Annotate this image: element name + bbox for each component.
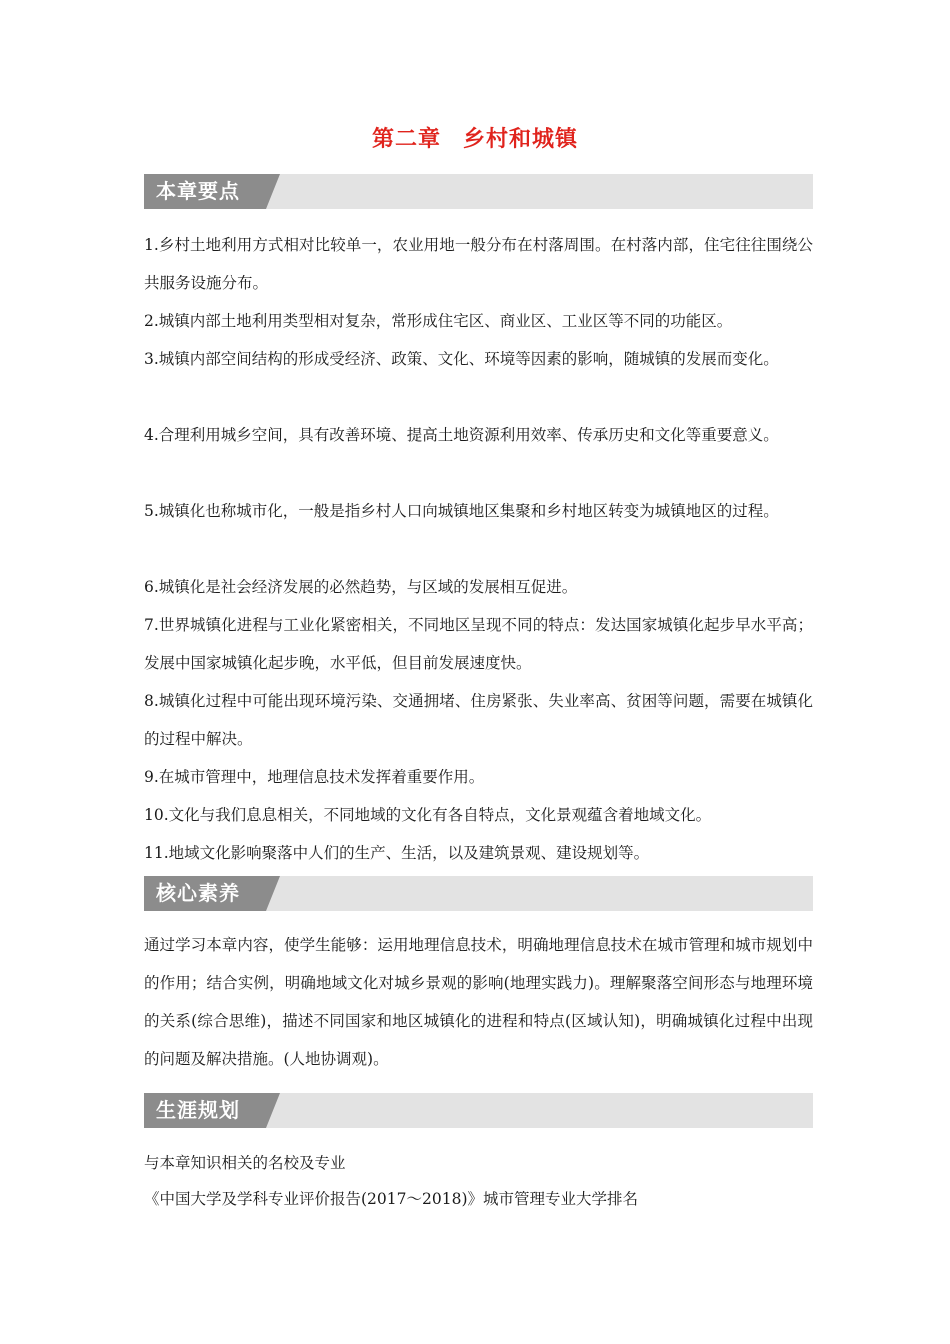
section-tab-label: 核心素养 — [144, 876, 266, 911]
key-point-item: 10.文化与我们息息相关，不同地域的文化有各自特点，文化景观蕴含着地域文化。 — [144, 806, 712, 824]
key-point-item: 9.在城市管理中，地理信息技术发挥着重要作用。 — [144, 768, 485, 786]
career-line: 与本章知识相关的名校及专业 — [144, 1154, 346, 1172]
key-point-item: 8.城镇化过程中可能出现环境污染、交通拥堵、住房紧张、失业率高、贫困等问题，需要在城镇化的过程中解决。 — [144, 692, 813, 748]
section-header-key-points — [144, 174, 813, 209]
key-point-item: 5.城镇化也称城市化，一般是指乡村人口向城镇地区集聚和乡村地区转变为城镇地区的过程。 — [144, 502, 779, 520]
key-point-item: 3.城镇内部空间结构的形成受经济、政策、文化、环境等因素的影响，随城镇的发展而变化。 — [144, 350, 779, 368]
section-header-career — [144, 1093, 813, 1128]
chapter-title — [0, 122, 950, 153]
key-point-item: 1.乡村土地利用方式相对比较单一，农业用地一般分布在村落周围。在村落内部，住宅往往围绕公共服务设施分布。 — [144, 236, 813, 292]
key-point-item: 4.合理利用城乡空间，具有改善环境、提高土地资源利用效率、传承历史和文化等重要意义。 — [144, 426, 779, 444]
section-header-core-literacy — [144, 876, 813, 911]
key-point-item: 6.城镇化是社会经济发展的必然趋势，与区域的发展相互促进。 — [144, 578, 578, 596]
chapter-name: 乡村和城镇 — [463, 127, 579, 152]
section-tab-label: 生涯规划 — [144, 1093, 266, 1128]
career-line: 《中国大学及学科专业评价报告(2017～2018)》城市管理专业大学排名 — [144, 1190, 638, 1208]
key-point-item: 7.世界城镇化进程与工业化紧密相关，不同地区呈现不同的特点：发达国家城镇化起步早水平高；发展中国家城镇化起步晚，水平低，但目前发展速度快。 — [144, 616, 813, 672]
section-tab-label: 本章要点 — [144, 174, 266, 209]
chapter-number: 第二章 — [371, 127, 441, 152]
core-literacy-text: 通过学习本章内容，使学生能够：运用地理信息技术，明确地理信息技术在城市管理和城市规划中的作用；结合实例，明确地域文化对城乡景观的影响(地理实践力)。理解聚落空间形态与地理环境的关系(综合思维)，描述不同国家和地区城镇化的进程和特点(区域认知)，明确城镇化过程中出现的问题及解决措施。(人地协调观)。 — [144, 936, 813, 1068]
key-point-item: 2.城镇内部土地利用类型相对复杂，常形成住宅区、商业区、工业区等不同的功能区。 — [144, 312, 733, 330]
key-point-item: 11.地域文化影响聚落中人们的生产、生活，以及建筑景观、建设规划等。 — [144, 844, 650, 862]
